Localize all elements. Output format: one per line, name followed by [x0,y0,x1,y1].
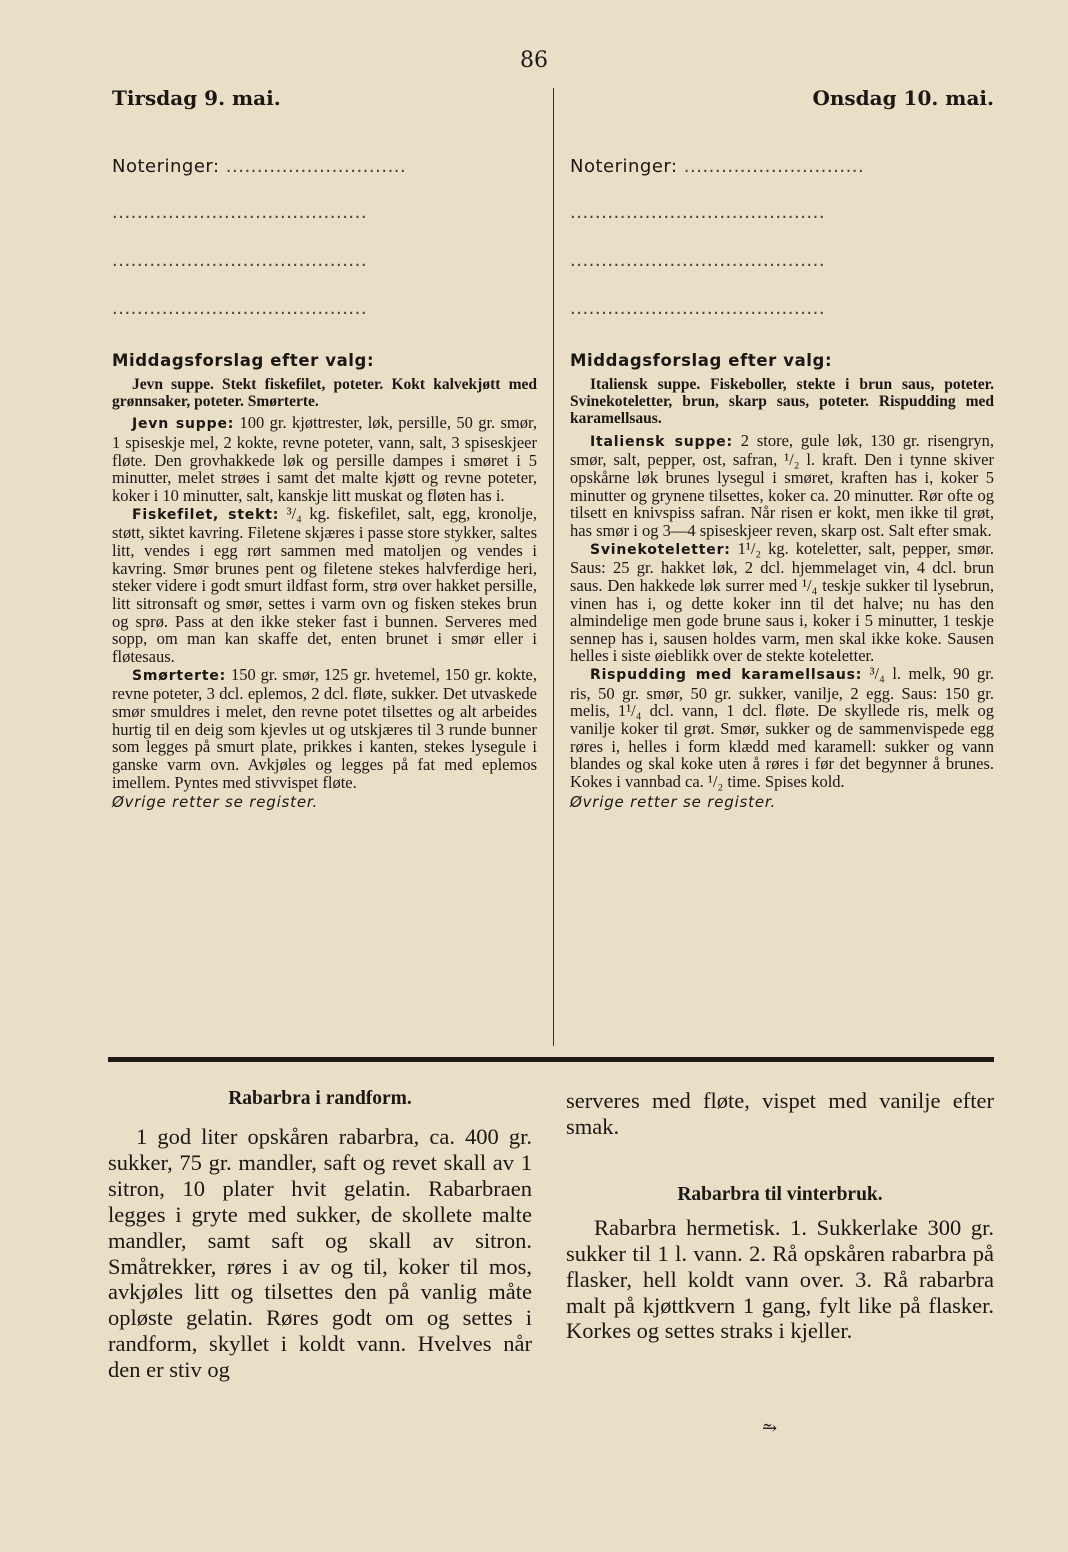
recipe-paragraph [112,505,537,666]
recipe-label: Rispudding med karamellsaus: [590,667,863,684]
other-dishes-note: Øvrige retter se register. [570,792,777,811]
recipe-text: 100 gr. kjøttrester, løk, persille, 50 gr. smør, 1 spiseskje mel, 2 kokte, revne poteter, vann, salt, 3 spiseskjeer fløte. Den grovhakkede løk og persille dampes i smøret i 5 minutter, melet strøes i samt det malte kjøtt og revne poteter, koker i 10 minutter, salt, kanskje litt muskat og fløten has i. [112,413,537,506]
recipe-label: Fiskefilet, stekt: [132,506,280,523]
notes-line[interactable]: ......................................... [112,202,368,223]
menu-title: Italiensk suppe. Fiskeboller, stekte i brun saus, poteter. Svinekoteletter, brun, skarp saus, poteter. Rispudding med karamellsaus. [570,376,994,428]
menu-heading: Middagsforslag efter valg: [112,351,375,370]
date-heading-right: Onsdag 10. mai. [812,86,994,110]
recipe-block-right [566,1088,994,1344]
recipe-paragraph [112,666,537,792]
notes-field-left[interactable]: Noteringer: ............................. [112,156,407,177]
notes-line[interactable]: ......................................... [570,202,826,223]
day-column-wednesday [570,86,994,811]
notes-line[interactable]: ......................................... [112,250,368,271]
recipe-title: Rabarbra i randform. [228,1088,412,1109]
column-divider [553,88,554,1046]
recipe-continuation: serveres med fløte, vispet med vanilje efter smak. [566,1088,994,1139]
recipe-paragraph [112,414,537,504]
recipe-text: 150 gr. smør, 125 gr. hvetemel, 150 gr. kokte, revne poteter, 3 dcl. eplemos, 2 dcl. fløte, sukker. Det utvaskede smør smuldres i melet, den revne potet tilsettes og alt arbeides hurtig til en deig som kjevles ut og utskjæres til 3 runde bunner som legges på smurt plate, prikkes i kanten, stekes lysegule i ganske varm ovn. Avkjøles og legges på fat med eplemos imellem. Pyntes med stivvispet fløte. [112,664,537,792]
notes-line[interactable]: ......................................... [570,298,826,319]
notes-line[interactable]: ......................................... [112,298,368,319]
recipe-text: 1¹/₂ kg. koteletter, salt, pepper, smør. Saus: 25 gr. hakket løk, 2 dcl. hjemmelaget vin, 4 dcl. brun saus. Den hakkede løk surrer med ¹/₄ teskje sukker til lysebrun, vinen has i, og dette koker inn til det halve; nu has den almindelige men gode brune saus i, koker i 5 minutter, 1 teskje sennep has i, sausen holdes varm, men skal ikke koke. Sausen helles i siste øieblikk over de stekte koteletter. [570,538,994,666]
recipe-text: ³/₄ kg. fiskefilet, salt, egg, kronolje, støtt, siktet kavring. Filetene skjæres i passe store stykker, saltes litt, vendes i egg rørt sammen med matoljen og vendes i kavring. Smør brunes pent og filetene stekes halvferdige heri, steker videre i godt smurt ildfast form, strø over hakket persille, litt sitronsaft og smør, settes i varm ovn og fisken stekes brun og sprø. Pass at den ikke steker fast i bunnen. Serveres med sopp, om man kan skaffe det, enten brunet i smør eller i fløtesaus. [112,503,537,666]
recipe-text: ³/₄ l. melk, 90 gr. ris, 50 gr. smør, 50 gr. sukker, vanilje, 2 egg. Saus: 150 gr. melis, 1¹/₄ dcl. vann, 1 dcl. fløte. De skyllede ris, melk og vanilje koker til grøt. Smør, sukker og de sammenvispede egg røres i, helles i form klædd med karamell: sukker og vann blandes og skal koke uten å røres i før det begynner å brunes. Kokes i vannbad ca. ¹/₂ time. Spises kold. [570,664,994,792]
recipe-paragraph [570,665,994,791]
recipe-label: Svinekoteletter: [590,541,731,558]
notes-line[interactable]: ......................................... [570,250,826,271]
recipe-text: 2 store, gule løk, 130 gr. risengryn, smør, salt, pepper, ost, safran, ¹/₂ l. kraft. Den i tynne skiver opskårne løk brunes lysegul i smøret, kraften has i, koker 5 minutter og grynene tilsettes, koker ca. 20 minutter. Rør ofte og tilsett en knivspiss safran. Når risen er kokt, men ikke til grøt, has smør i og 3—4 spiseskjeer reven, skarp ost. Salt efter smak. [570,430,995,540]
recipe-title: Rabarbra til vinterbruk. [677,1183,883,1205]
recipe-label: Italiensk suppe: [590,433,733,450]
menu-title: Jevn suppe. Stekt fiskefilet, poteter. Kokt kalvekjøtt med grønnsaker, poteter. Smørterte. [112,376,537,411]
recipe-label: Jevn suppe: [132,416,235,433]
notes-field-right[interactable]: Noteringer: ............................. [570,156,865,177]
day-column-tuesday [112,86,537,811]
menu-heading: Middagsforslag efter valg: [570,351,833,370]
page-number: 86 [520,48,548,73]
recipe-paragraph [570,432,994,540]
notes-label: Noteringer: [112,156,220,177]
printer-ornament-icon: ⥲ [762,1418,778,1439]
recipe-label: Smørterte: [132,667,227,684]
recipe-paragraph [570,540,994,666]
date-heading-left: Tirsdag 9. mai. [112,86,281,110]
recipe-body: Rabarbra hermetisk. 1. Sukkerlake 300 gr. sukker til 1 l. vann. 2. Rå opskåren rabarbra på flasker, hell koldt vann over. 3. Rå rabarbra malt på kjøttkvern 1 gang, fylt like på flasker. Korkes og settes straks i kjeller. [566,1214,994,1344]
recipe-block-left [108,1088,532,1383]
recipe-body: 1 god liter opskåren rabarbra, ca. 400 gr. sukker, 75 gr. mandler, saft og revet skall av 1 sitron, 10 plater hvit gelatin. Rabarbraen legges i gryte med sukker, de skollete malte mandler, samt saft og skall av sitron. Småtrekker, røres i av og til, koker til mos, avkjøles litt og tilsettes den på vanlig måte opløste gelatin. Røres godt om og settes i randform, skyllet i koldt vann. Hvelves når den er stiv og [108,1124,532,1383]
section-rule [108,1057,994,1062]
other-dishes-note: Øvrige retter se register. [112,793,319,812]
notes-label: Noteringer: [570,156,678,177]
